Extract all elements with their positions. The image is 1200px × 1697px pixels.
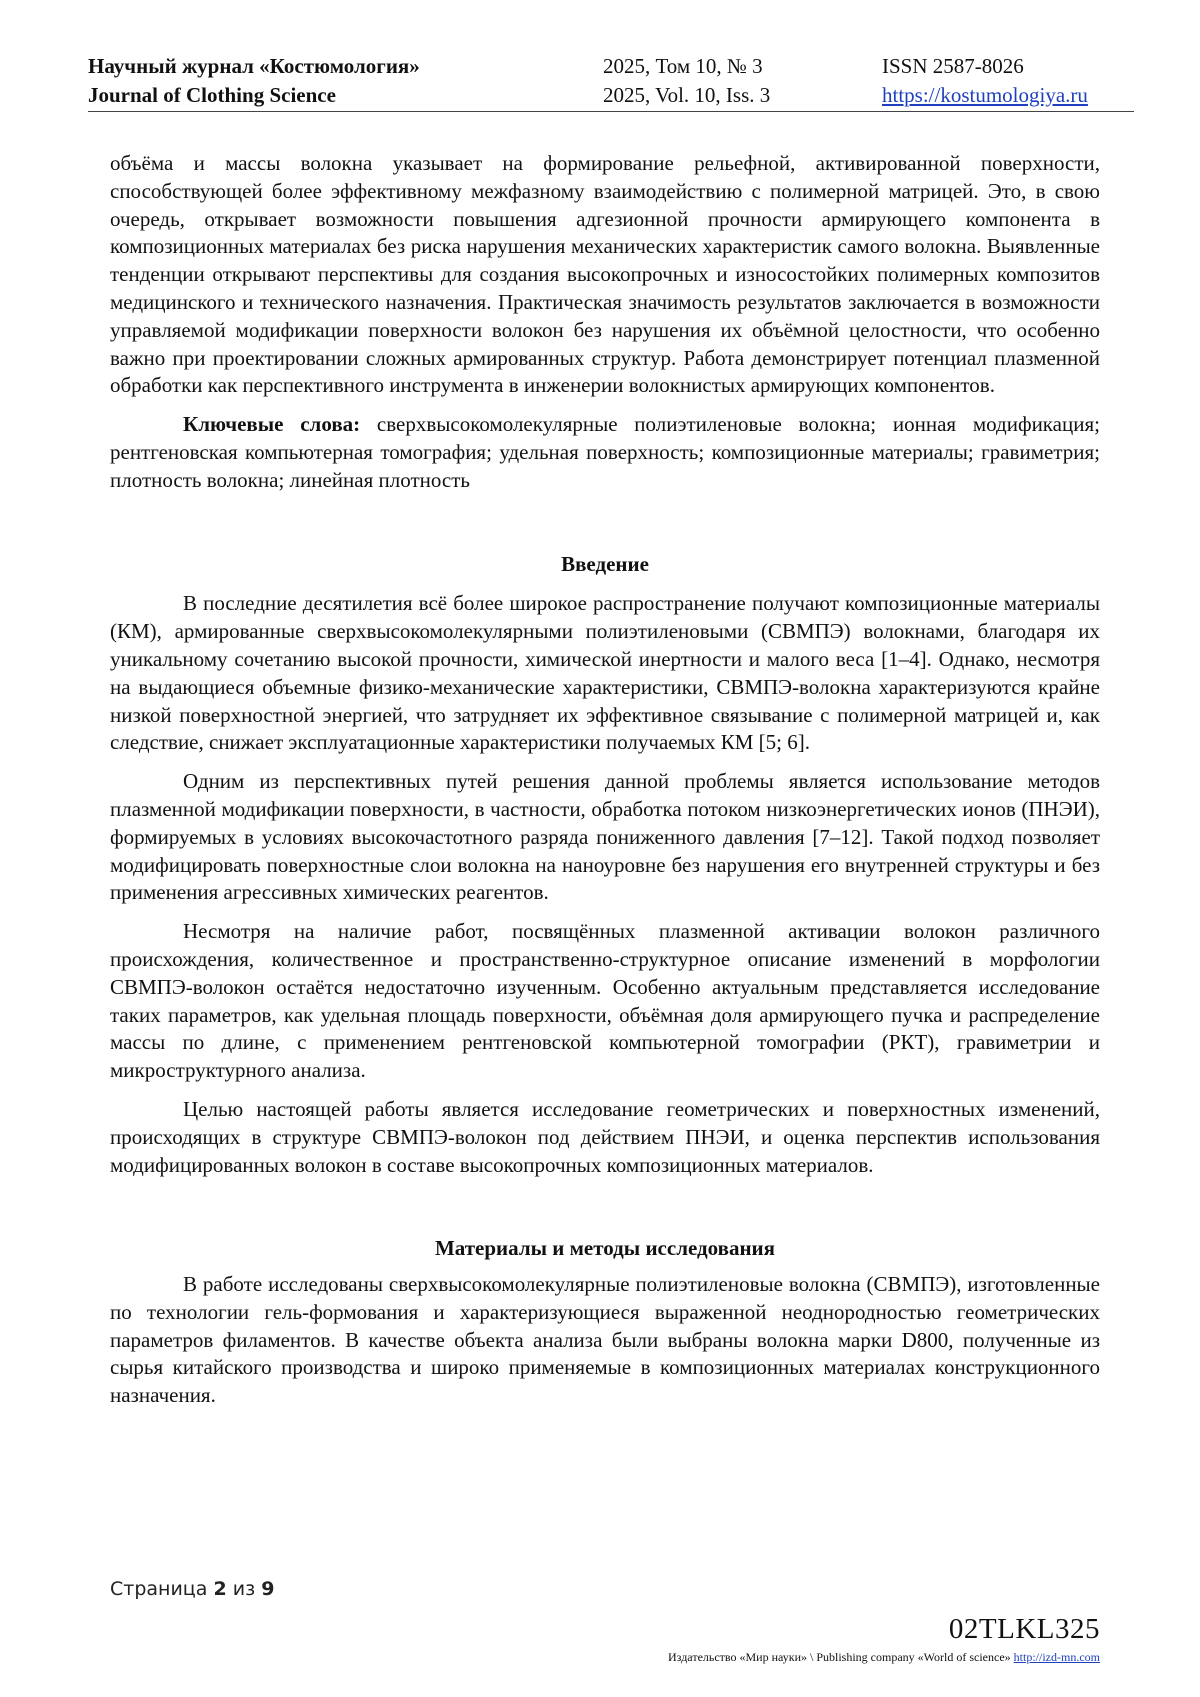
keywords-label: Ключевые слова:: [183, 412, 361, 437]
header-divider: [88, 111, 1134, 112]
document-code: 02TLKL325: [948, 1613, 1100, 1645]
intro-paragraph-4: Целью настоящей работы является исследование геометрических и поверхностных изменений, происходящих в структуре СВМПЭ-волокон под действием ПНЭИ, и оценка перспектив использования модифицированных волокон в составе высокопрочных композиционных материалов.: [110, 1096, 1100, 1177]
intro-heading: Введение: [561, 551, 649, 576]
publisher-link[interactable]: http://izd-mn.com: [1013, 1650, 1100, 1664]
methods-paragraph: В работе исследованы сверхвысокомолекулярные полиэтиленовые волокна (СВМПЭ), изготовленные по технологии гель-формования и характеризующиеся выраженной неоднородностью геометрических параметров филаментов. В качестве объекта анализа были выбраны волокна марки D800, полученные из сырья китайского производства и широко применяемые в композиционных материалах конструкционного назначения.: [110, 1272, 1100, 1408]
intro-paragraph-2: Одним из перспективных путей решения данной проблемы является использование методов плазменной модификации поверхности, в частности, обработка потоком низкоэнергетических ионов (ПНЭИ), формируемых в условиях высокочастотного разряда пониженного давления [7–12]. Такой подход позволяет модифицировать поверхностные слои волокна на наноуровне без нарушения его внутренней структуры и без применения агрессивных химических реагентов.: [110, 769, 1100, 905]
page-body: [110, 150, 1100, 1410]
publisher-name: Издательство «Мир науки» \ Publishing company «World of science»: [668, 1650, 1011, 1664]
publisher-line: [668, 1650, 1100, 1664]
journal-website-link[interactable]: https://kostumologiya.ru: [882, 83, 1088, 107]
abstract-continuation: объёма и массы волокна указывает на формирование рельефной, активированной поверхности, способствующей более эффективному межфазному взаимодействию с полимерной матрицей. Это, в свою очередь, открывает возможности повышения адгезионной прочности армирующего компонента в композиционных материалах без риска нарушения механических характеристик самого волокна. Выявленные тенденции открывают перспективы для создания высокопрочных и износостойких полимерных композитов медицинского и технического назначения. Практическая значимость результатов заключается в возможности управляемой модификации поверхности волокон без нарушения их объёмной целостности, что особенно важно при проектировании сложных армированных структур. Работа демонстрирует потенциал плазменной обработки как перспективного инструмента в инженерии волокнистых армирующих компонентов.: [110, 151, 1100, 398]
issue-info: [603, 52, 770, 110]
keywords-paragraph: [110, 411, 1100, 494]
issue-info-ru: 2025, Том 10, № 3: [603, 54, 763, 78]
methods-heading: Материалы и методы исследования: [434, 1236, 776, 1261]
issn-number: ISSN 2587-8026: [882, 54, 1024, 78]
intro-paragraph-1: В последние десятилетия всё более широкое распространение получают композиционные материалы (КМ), армированные сверхвысокомолекулярными полиэтиленовыми (СВМПЭ) волокнами, благодаря их уникальному сочетанию высокой прочности, химической инертности и малого веса [1–4]. Однако, несмотря на выдающиеся объемные физико-механические характеристики, СВМПЭ-волокна характеризуются крайне низкой поверхностной энергией, что затрудняет их эффективное связывание с полимерной матрицей и, как следствие, снижает эксплуатационные характеристики получаемых КМ [5; 6].: [110, 591, 1100, 755]
intro-paragraph-3: Несмотря на наличие работ, посвящённых плазменной активации волокон различного происхождения, количественное и пространственно-структурное описание изменений в морфологии СВМПЭ-волокон остаётся недостаточно изученным. Особенно актуальным представляется исследование таких параметров, как удельная площадь поверхности, объёмная доля армирующего пучка и распределение массы по длине, с применением рентгеновской компьютерной томографии (РКТ), гравиметрии и микроструктурного анализа.: [110, 919, 1100, 1083]
journal-title-en: Journal of Clothing Science: [88, 83, 336, 107]
journal-title: [88, 52, 420, 110]
issn-block: [882, 52, 1088, 110]
page-number: Страница 2 из 9: [110, 1578, 275, 1600]
issue-info-en: 2025, Vol. 10, Iss. 3: [603, 83, 771, 107]
keywords-text: сверхвысокомолекулярные полиэтиленовые волокна; ионная модификация; рентгеновская компьютерная томография; удельная поверхность; композиционные материалы; гравиметрия; плотность волокна; линейная плотность: [110, 412, 1100, 492]
journal-title-ru: Научный журнал «Костюмология»: [88, 54, 420, 78]
running-header: [88, 52, 1134, 112]
